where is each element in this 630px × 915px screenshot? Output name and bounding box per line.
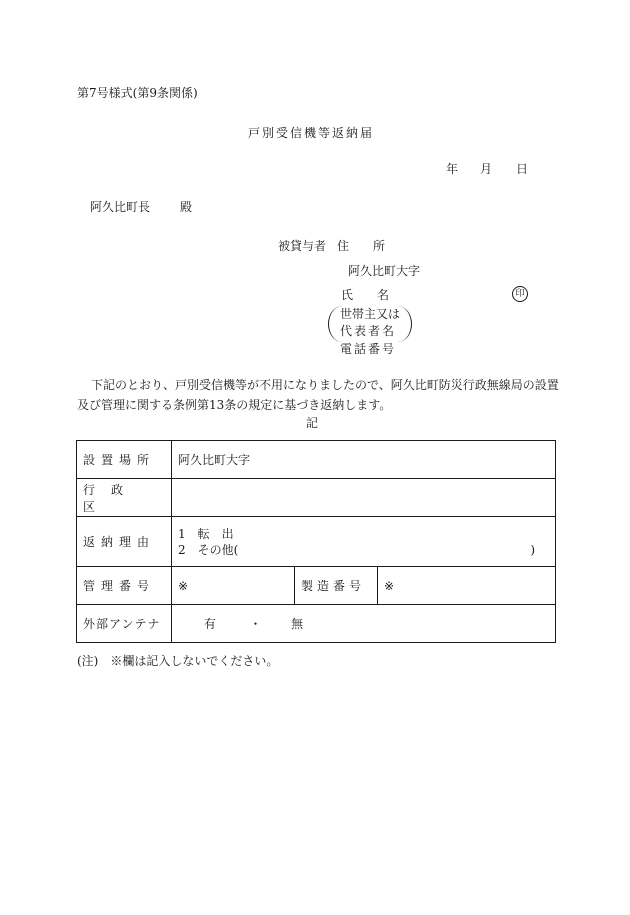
- reason-option-2: [178, 542, 549, 558]
- reason-value: [172, 517, 556, 567]
- addressee-honorific: 殿: [180, 200, 193, 214]
- antenna-no: 無: [291, 617, 304, 631]
- seal-mark: [512, 285, 528, 302]
- location-label: 設置場所: [77, 441, 172, 479]
- body-text-line1: 下記のとおり、戸別受信機等が不用になりましたので、阿久比町防災行政無線局の設置: [91, 378, 559, 392]
- antenna-label: 外部アンテナ: [77, 605, 172, 643]
- location-value: 阿久比町大字: [172, 441, 556, 479]
- table-row: [77, 479, 556, 517]
- date-day: 日: [516, 162, 529, 176]
- householder-line1: 世帯主又は: [340, 307, 401, 321]
- antenna-value: [172, 605, 556, 643]
- addressee-name: 阿久比町長: [90, 200, 151, 214]
- form-number: 第7号様式(第9条関係): [77, 86, 198, 100]
- mgmt-number-value: ※: [172, 567, 295, 605]
- reason-option-2-label: 2 その他(: [178, 542, 239, 557]
- address-value: 阿久比町大字: [348, 264, 421, 278]
- applicant-label: 被貸与者: [278, 239, 327, 253]
- name-label: 氏 名: [341, 288, 390, 302]
- seal-icon: 印: [512, 286, 528, 302]
- serial-number-value: ※: [378, 567, 556, 605]
- date-month: 月: [480, 162, 493, 176]
- reason-option-1: 1 転 出: [178, 526, 234, 541]
- householder-label: [340, 306, 400, 340]
- table-row: [77, 605, 556, 643]
- ki-heading: 記: [306, 416, 319, 430]
- mgmt-number-label: 管理番号: [77, 567, 172, 605]
- address-label: 住 所: [337, 239, 386, 253]
- district-label: 行政区: [77, 479, 172, 517]
- body-text-line2: 及び管理に関する条例第13条の規定に基づき返納します。: [77, 398, 392, 412]
- reason-option-2-close: ): [530, 542, 535, 557]
- footnote: (注) ※欄は記入しないでください。: [77, 654, 279, 668]
- district-value: [172, 479, 556, 517]
- antenna-separator: ・: [249, 617, 262, 631]
- table-row: [77, 567, 556, 605]
- antenna-yes: 有: [203, 617, 216, 631]
- page-title: 戸別受信機等返納届: [248, 126, 375, 140]
- phone-label: 電話番号: [340, 342, 397, 356]
- table-row: [77, 441, 556, 479]
- householder-line2: 代表者名: [340, 324, 397, 338]
- table-row: [77, 517, 556, 567]
- return-details-table: [76, 440, 556, 643]
- date-year: 年: [446, 162, 459, 176]
- serial-number-label: 製造番号: [295, 567, 378, 605]
- reason-label: 返納理由: [77, 517, 172, 567]
